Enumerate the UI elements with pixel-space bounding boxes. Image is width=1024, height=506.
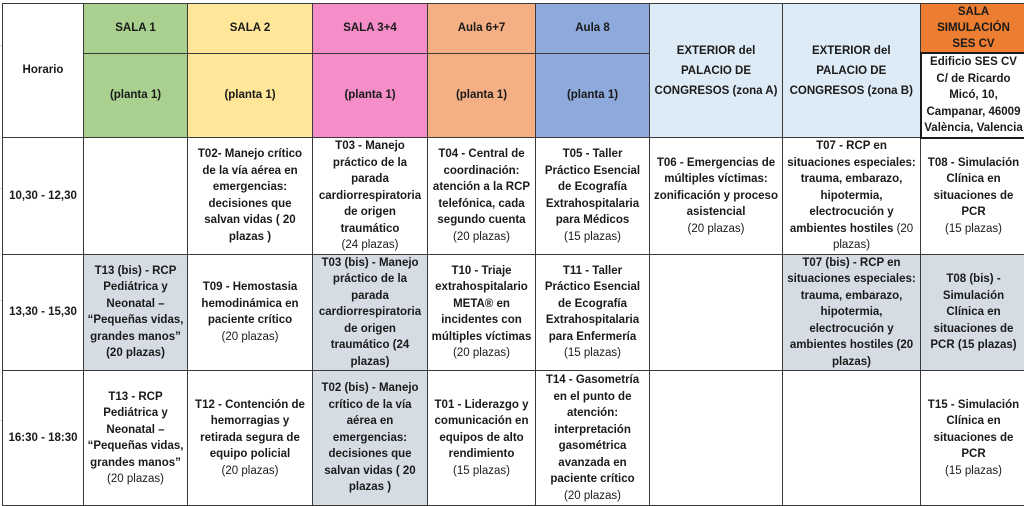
session-title: T08 - Simulación Clínica en situaciones de PCR xyxy=(928,157,1019,219)
session-title: T06 - Emergencias de múltiples víctimas: zonificación y proceso asistencial xyxy=(654,157,778,219)
session-places: (20 plazas) xyxy=(222,331,279,343)
table-row xyxy=(3,138,1024,255)
session-title: T02 (bis) - Manejo crítico de la vía aérea en emergencias: decisiones que salvan vidas ( 20 plazas ) xyxy=(321,382,418,493)
session-places: (20 plazas) xyxy=(453,347,510,359)
session-cell xyxy=(921,254,1024,371)
session-title: T01 - Liderazgo y comunicación en equipos de alto rendimiento xyxy=(435,399,529,461)
session-cell xyxy=(428,138,536,255)
session-places: (20 plazas) xyxy=(222,465,279,477)
header-room-sala-3-4: SALA 3+4 xyxy=(313,4,428,54)
header-address-ses-cv: Edificio SES CV C/ de Ricardo Micó, 10, Campanar, 46009 València, Valencia xyxy=(921,53,1024,138)
session-cell xyxy=(313,371,428,506)
header-floor-aula-8: (planta 1) xyxy=(536,53,650,138)
session-places: (20 plazas) xyxy=(107,473,164,485)
session-title: T14 - Gasometría en el punto de atención: interpretación gasométrica avanzada en paciente crítico xyxy=(546,374,639,485)
session-cell-empty xyxy=(650,371,783,506)
session-cell xyxy=(428,371,536,506)
session-title: T11 - Taller Práctico Esencial de Ecografía Extrahospitalaria para Enfermería xyxy=(545,265,640,343)
session-title: T03 (bis) - Manejo práctico de la parada cardiorrespiratoria de origen traumático (24 plazas) xyxy=(319,257,421,368)
session-cell xyxy=(536,254,650,371)
session-places: (20 plazas) xyxy=(453,231,510,243)
session-places: (24 plazas) xyxy=(342,239,399,251)
session-cell xyxy=(783,254,921,371)
session-title: T03 - Manejo práctico de la parada cardiorrespiratoria de origen traumático xyxy=(319,140,421,235)
session-cell xyxy=(313,138,428,255)
header-room-sala-2: SALA 2 xyxy=(188,4,313,54)
header-row-names xyxy=(3,4,1024,54)
header-floor-sala-2: (planta 1) xyxy=(188,53,313,138)
session-title: T10 - Triaje extrahospitalario META® en incidentes con múltiples víctimas xyxy=(432,265,532,343)
session-cell xyxy=(313,254,428,371)
session-cell xyxy=(536,371,650,506)
session-title: T05 - Taller Práctico Esencial de Ecografía Extrahospitalaria para Médicos xyxy=(545,148,640,226)
session-places: (15 plazas) xyxy=(945,223,1002,235)
session-title: T12 - Contención de hemorragias y retirada segura de equipo policial xyxy=(195,399,305,461)
session-cell xyxy=(536,138,650,255)
session-cell xyxy=(84,371,188,506)
session-cell-empty xyxy=(783,371,921,506)
session-cell xyxy=(188,254,313,371)
table-row xyxy=(3,254,1024,371)
session-title: T13 (bis) - RCP Pediátrica y Neonatal – “Pequeñas vidas, grandes manos” (20 plazas) xyxy=(88,265,184,360)
session-title: T15 - Simulación Clínica en situaciones de PCR xyxy=(928,399,1019,461)
header-floor-aula-6-7: (planta 1) xyxy=(428,53,536,138)
header-floor-sala-1: (planta 1) xyxy=(84,53,188,138)
session-places: (20 plazas) xyxy=(833,223,913,252)
session-title: T09 - Hemostasia hemodinámica en paciente crítico xyxy=(201,281,298,326)
session-cell xyxy=(921,371,1024,506)
session-cell xyxy=(650,138,783,255)
session-title: T08 (bis) - Simulación Clínica en situaciones de PCR (15 plazas) xyxy=(930,273,1016,351)
header-floor-sala-3-4: (planta 1) xyxy=(313,53,428,138)
header-room-exterior-b: EXTERIOR del PALACIO DE CONGRESOS (zona B) xyxy=(783,4,921,138)
session-places: (20 plazas) xyxy=(564,490,621,502)
table-row xyxy=(3,371,1024,506)
session-cell xyxy=(188,138,313,255)
header-room-ses-cv: SALA SIMULACIÓN SES CV xyxy=(921,4,1024,54)
session-cell xyxy=(188,371,313,506)
session-cell-empty xyxy=(84,138,188,255)
session-cell xyxy=(783,138,921,255)
session-places: (15 plazas) xyxy=(564,347,621,359)
session-cell xyxy=(84,254,188,371)
session-cell-empty xyxy=(650,254,783,371)
session-title: T02- Manejo crítico de la vía aérea en emergencias: decisiones que salvan vidas ( 20 plazas ) xyxy=(198,148,302,243)
session-cell xyxy=(428,254,536,371)
time-slot: 16:30 - 18:30 xyxy=(3,371,84,506)
session-title: T07 - RCP en situaciones especiales: trauma, embarazo, hipotermia, electrocución y ambientes hostiles xyxy=(787,140,915,235)
session-title: T07 (bis) - RCP en situaciones especiales: trauma, embarazo, hipotermia, electrocución y ambientes hostiles (20 plazas) xyxy=(787,257,915,368)
session-places: (20 plazas) xyxy=(688,223,745,235)
time-slot: 10,30 - 12,30 xyxy=(3,138,84,255)
session-places: (15 plazas) xyxy=(945,465,1002,477)
header-room-sala-1: SALA 1 xyxy=(84,4,188,54)
header-room-exterior-a: EXTERIOR del PALACIO DE CONGRESOS (zona A) xyxy=(650,4,783,138)
session-title: T13 - RCP Pediátrica y Neonatal – “Pequeñas vidas, grandes manos” xyxy=(88,391,184,469)
session-cell xyxy=(921,138,1024,255)
session-title: T04 - Central de coordinación: atención a la RCP telefónica, cada segundo cuenta xyxy=(433,148,530,226)
session-places: (15 plazas) xyxy=(564,231,621,243)
session-places: (15 plazas) xyxy=(453,465,510,477)
header-room-aula-8: Aula 8 xyxy=(536,4,650,54)
header-room-aula-6-7: Aula 6+7 xyxy=(428,4,536,54)
schedule-table xyxy=(2,3,1024,506)
header-time-label: Horario xyxy=(3,4,84,138)
time-slot: 13,30 - 15,30 xyxy=(3,254,84,371)
